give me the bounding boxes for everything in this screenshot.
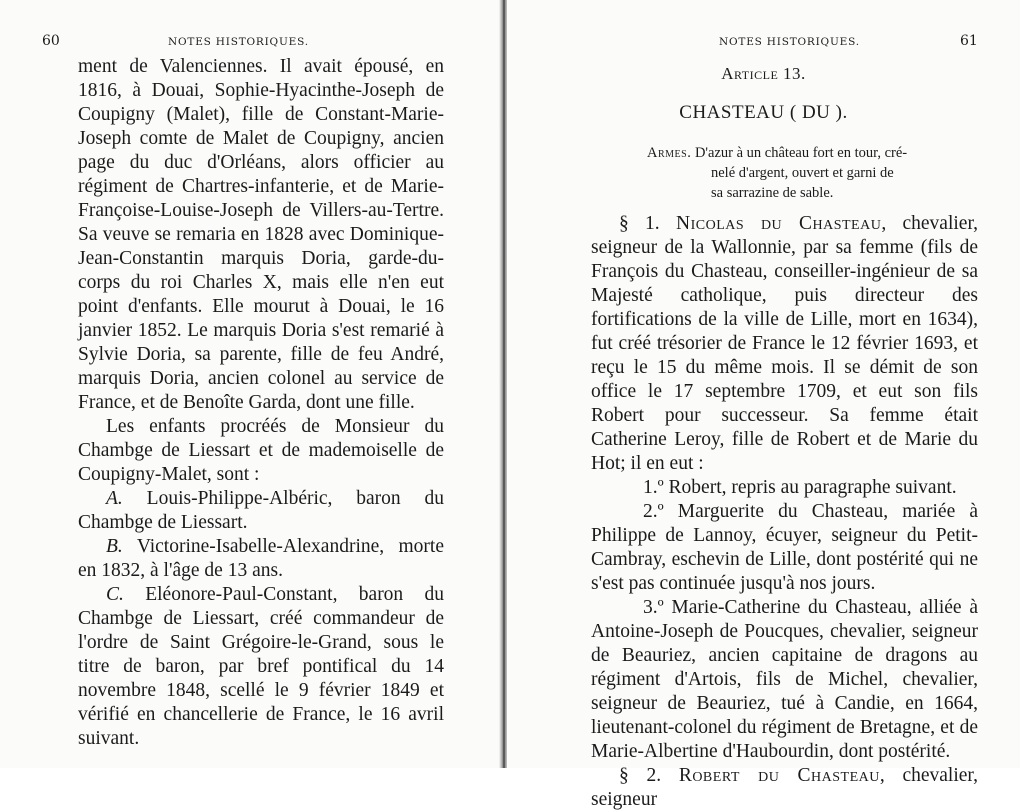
entry-letter: C. (106, 584, 124, 605)
entry-letter: B. (106, 536, 123, 557)
section-number: § 2. (619, 765, 662, 786)
arms-line: sa sarrazine de sable. (711, 185, 834, 201)
right-page (507, 0, 1020, 810)
running-head: NOTES HISTORIQUES. (719, 36, 860, 48)
child-entry (78, 535, 444, 583)
arms-label: Armes. (647, 145, 692, 161)
entry-letter: A. (106, 488, 123, 509)
paragraph: ment de Valenciennes. Il avait épousé, en 1816, à Douai, Sophie-Hyacinthe-Joseph de Coupigny (Malet), fille de Constant-Marie-Joseph comte de Malet de Coupigny, ancien page du duc d'Orléans, alors officier au régiment de Chartres-infanterie, et de Marie-Françoise-Louise-Joseph de Villers-au-Tertre. Sa veuve se remaria en 1828 avec Dominique-Jean-Constantin marquis Doria, garde-du-corps du roi Charles X, mais elle n'en eut point d'enfants. Elle mourut à Douai, le 16 janvier 1852. Le marquis Doria s'est remarié à Sylvie Doria, sa parente, fille de feu André, marquis Doria, ancien colonel au service de France, et de Benoîte Garda, dont une fille. (78, 56, 444, 413)
section-text: , chevalier, seigneur de la Wallonnie, par sa femme (fils de François du Chasteau, conseiller-ingénieur de sa Majesté catholique, puis directeur des fortifications de la ville de Lille, mort en 1634), fut créé trésorier de France le 12 février 1693, et reçu le 15 du même mois. Il se démit de son office le 17 septembre 1709, et eut son fils Robert pour successeur. Sa femme était Catherine Leroy, fille de Robert et de Marie du Hot; il en eut : (591, 213, 979, 474)
running-head: NOTES HISTORIQUES. (168, 36, 309, 48)
entry-text: Louis-Philippe-Albéric, baron du Chambge de Liessart. (78, 488, 445, 533)
article-label: Article 13. (721, 64, 806, 83)
issue-entry: 2.º Marguerite du Chasteau, mariée à Philippe de Lannoy, écuyer, seigneur du Petit-Cambray, eschevin de Lille, dont postérité qui ne s'est pas continuée jusqu'à nos jours. (591, 501, 978, 594)
issue-entry: 1.º Robert, repris au paragraphe suivant. (643, 477, 957, 498)
section-text: , chevalier, seigneur (591, 765, 978, 810)
section-paragraph (591, 212, 978, 476)
coat-of-arms-description (647, 143, 908, 203)
section-paragraph (591, 764, 978, 812)
article-title: CHASTEAU ( DU ). (679, 102, 848, 123)
entry-text: Victorine-Isabelle-Alexandrine, morte en 1832, à l'âge de 13 ans. (78, 536, 444, 581)
child-entry (78, 487, 444, 535)
body-text (591, 212, 978, 812)
section-number: § 1. (619, 213, 660, 234)
body-text (78, 55, 444, 751)
left-page (0, 0, 503, 768)
arms-line: nelé d'argent, ouvert et garni de (711, 165, 894, 181)
page-number: 61 (960, 33, 978, 49)
child-entry (78, 583, 444, 751)
entry-text: Eléonore-Paul-Constant, baron du Chambge de Liessart, créé commandeur de l'ordre de Saint Grégoire-le-Grand, sous le titre de baron, par bref pontifical du 14 novembre 1848, scellé le 9 février 1849 et vérifié en chancellerie de France, le 16 avril suivant. (78, 584, 445, 749)
person-name: Nicolas du Chasteau (676, 213, 882, 234)
paragraph: Les enfants procréés de Monsieur du Chambge de Liessart et de mademoiselle de Coupigny-Malet, sont : (78, 416, 444, 485)
person-name: Robert du Chasteau (678, 765, 880, 786)
page-number: 60 (42, 33, 60, 49)
issue-entry: 3.º Marie-Catherine du Chasteau, alliée à Antoine-Joseph de Poucques, chevalier, seigneur de Beauriez, ancien capitaine de dragons au régiment d'Artois, fils de Michel, chevalier, seigneur de Beauriez, tué à Candie, en 1664, lieutenant-colonel du régiment de Bretagne, et de Marie-Albertine d'Haubourdin, dont postérité. (591, 597, 978, 762)
arms-text: D'azur à un château fort en tour, cré- (694, 145, 908, 161)
arms-line (647, 143, 908, 163)
